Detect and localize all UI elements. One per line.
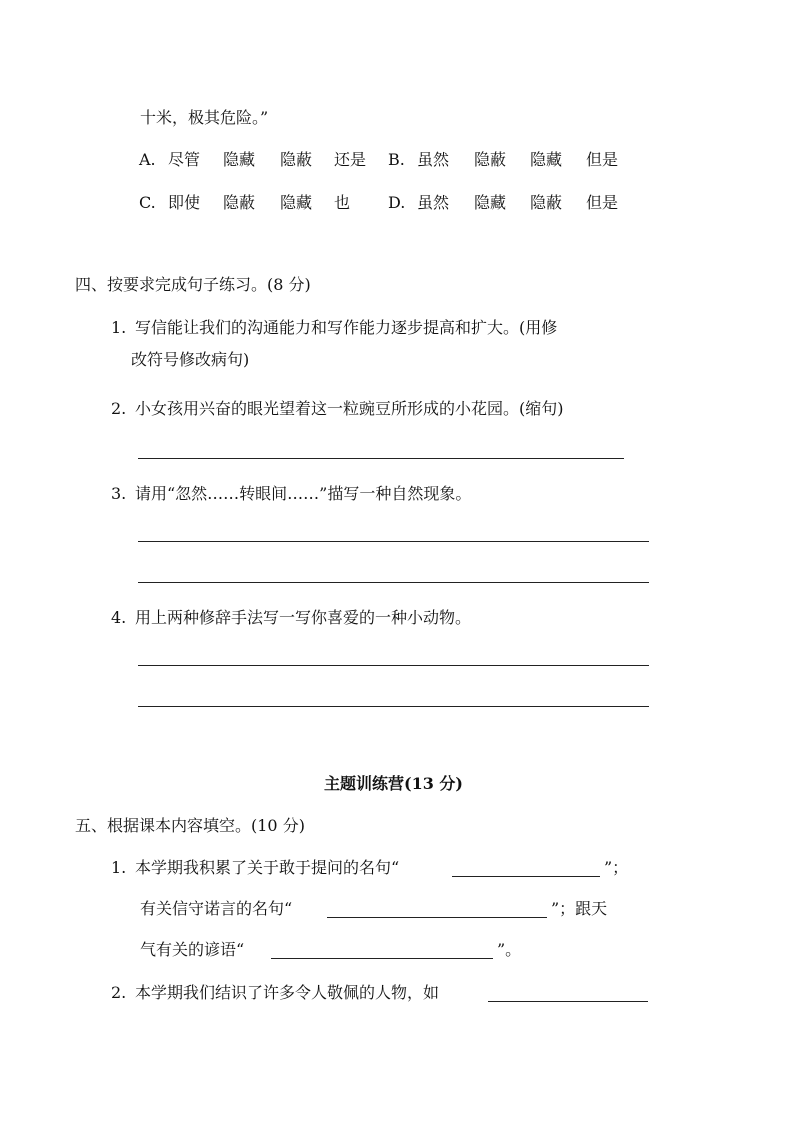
item-number: 1. xyxy=(111,318,127,337)
option-word: 隐藏 xyxy=(280,193,313,212)
item-number: 2. xyxy=(111,399,127,418)
item-text: 请用“忽然……转眼间……”描写一种自然现象。 xyxy=(135,484,472,503)
question-continuation-line: 十米，极其危险。” xyxy=(140,108,269,127)
option-word: 也 xyxy=(334,193,351,212)
option-word: 但是 xyxy=(586,193,619,212)
answer-line[interactable] xyxy=(138,541,649,542)
option-word: 隐蔽 xyxy=(280,150,313,169)
answer-line[interactable] xyxy=(138,706,649,707)
option-letter: B. xyxy=(388,150,405,169)
option-letter: D. xyxy=(388,193,406,212)
fill-blank[interactable] xyxy=(488,1001,648,1002)
item-text: 气有关的谚语“ xyxy=(140,940,245,959)
option-word: 隐藏 xyxy=(530,150,563,169)
section4-heading: 四、按要求完成句子练习。(8 分) xyxy=(75,275,311,294)
item-number: 2. xyxy=(111,983,127,1002)
option-word: 尽管 xyxy=(168,150,201,169)
item-text: ”； xyxy=(604,858,629,877)
item-text-continued: 改符号修改病句) xyxy=(131,350,250,369)
item-number: 3. xyxy=(111,484,127,503)
item-text: 写信能让我们的沟通能力和写作能力逐步提高和扩大。(用修 xyxy=(135,318,558,337)
option-word: 隐藏 xyxy=(474,193,507,212)
option-word: 隐藏 xyxy=(223,150,256,169)
option-word: 还是 xyxy=(334,150,367,169)
option-letter: A. xyxy=(139,150,156,169)
answer-line[interactable] xyxy=(138,458,624,459)
option-word: 虽然 xyxy=(417,150,450,169)
fill-blank[interactable] xyxy=(327,917,547,918)
item-text: 有关信守诺言的名句“ xyxy=(140,899,293,918)
item-text: 小女孩用兴奋的眼光望着这一粒豌豆所形成的小花园。(缩句) xyxy=(135,399,564,418)
fill-blank[interactable] xyxy=(452,876,600,877)
option-word: 即使 xyxy=(168,193,201,212)
option-word: 但是 xyxy=(586,150,619,169)
answer-line[interactable] xyxy=(138,582,649,583)
item-number: 4. xyxy=(111,608,127,627)
option-word: 隐蔽 xyxy=(474,150,507,169)
item-text: ”。 xyxy=(497,940,522,959)
item-text: ”；跟天 xyxy=(551,899,608,918)
option-word: 隐蔽 xyxy=(530,193,563,212)
item-text: 本学期我们结识了许多令人敬佩的人物，如 xyxy=(135,983,440,1002)
option-word: 隐蔽 xyxy=(223,193,256,212)
theme-title: 主题训练营(13 分) xyxy=(324,774,463,793)
answer-line[interactable] xyxy=(138,665,649,666)
section5-heading: 五、根据课本内容填空。(10 分) xyxy=(75,816,305,835)
option-letter: C. xyxy=(139,193,156,212)
item-text: 用上两种修辞手法写一写你喜爱的一种小动物。 xyxy=(135,608,472,627)
option-word: 虽然 xyxy=(417,193,450,212)
item-text: 本学期我积累了关于敢于提问的名句“ xyxy=(135,858,400,877)
fill-blank[interactable] xyxy=(271,958,493,959)
item-number: 1. xyxy=(111,858,127,877)
